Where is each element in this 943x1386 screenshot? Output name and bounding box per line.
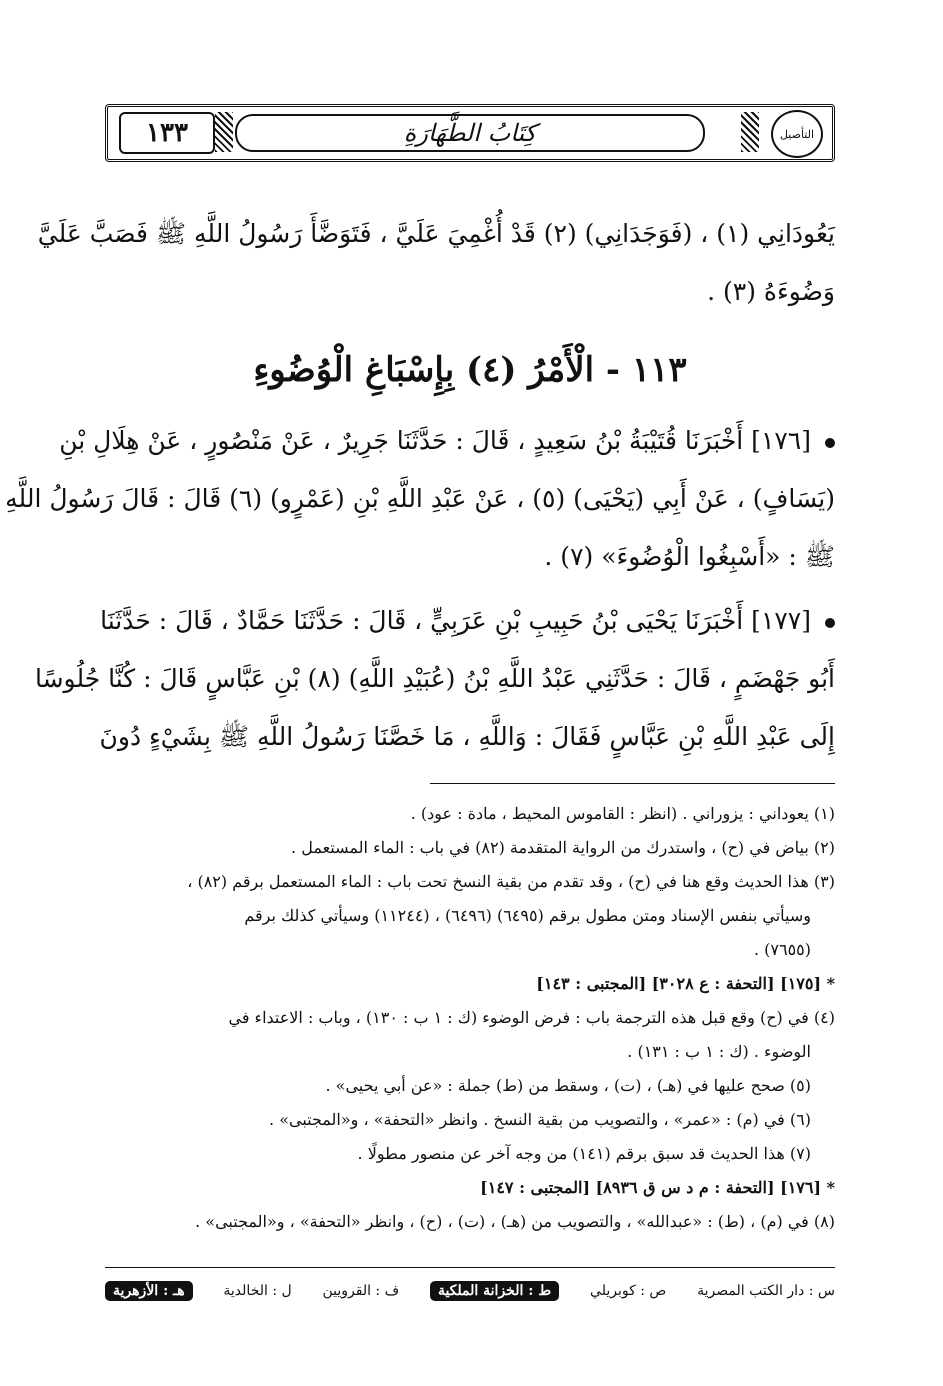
footnote-6: (٦) في (م) : «عمر» ، والتصويب من بقية النسخ . وانظر «التحفة» ، و«المجتبى» . xyxy=(269,1110,811,1129)
siglum-f: ف : القرويين xyxy=(322,1283,400,1299)
footnote-7: (٧) هذا الحديث قد سبق برقم (١٤١) من وجه آخر عن منصور مطولًا . xyxy=(357,1144,811,1163)
running-title: كِتَابُ الطَّهَارَةِ xyxy=(235,114,705,152)
footnote-2: (٢) بياض في (ح) ، واستدرك من الرواية المتقدمة (٨٢) في باب : الماء المستعمل . xyxy=(291,838,835,857)
hadith-line: [١٧٦] أَخْبَرَنَا قُتَيْبَةُ بْنُ سَعِيدٍ ، قَالَ : حَدَّثَنَا جَرِيرٌ ، عَنْ مَنْصُورٍ ، عَنْ هِلَالِ بْنِ xyxy=(59,426,811,455)
footnote-divider xyxy=(430,783,835,784)
text-line: وَضُوءَهُ (٣) . xyxy=(707,277,835,306)
text-line: (يَسَافٍ) ، عَنْ أَبِي (يَحْيَى) (٥) ، عَنْ عَبْدِ اللَّهِ بْنِ (عَمْرٍو) (٦) قَالَ : قَالَ رَسُولُ اللَّهِ xyxy=(5,484,835,513)
bullet-icon xyxy=(825,438,835,448)
ornament-right xyxy=(741,112,759,152)
footnote-4-cont: الوضوء . (ك : ١ ب : ١٣١) . xyxy=(627,1042,811,1061)
page-number: ١٣٣ xyxy=(119,112,215,154)
footnote-3-cont: (٧٦٥٥) . xyxy=(753,940,811,959)
footnote-3-cont: وسيأتي بنفس الإسناد ومتن مطول برقم (٦٤٩٥) (٦٤٩٦) ، (١١٢٤٤) وسيأتي كذلك برقم xyxy=(244,906,811,925)
siglum-l: ل : الخالدية xyxy=(223,1283,292,1299)
manuscript-sigla xyxy=(105,1276,835,1306)
reference-175: * [١٧٥] [التحفة : ع ٣٠٢٨] [المجتبى : ١٤٣] xyxy=(536,974,835,993)
siglum-sad: ص : كوبريلي xyxy=(590,1283,667,1299)
hadith-line: [١٧٧] أَخْبَرَنَا يَحْيَى بْنُ حَبِيبِ بْنِ عَرَبِيٍّ ، قَالَ : حَدَّثَنَا حَمَّادٌ ، قَالَ : حَدَّثَنَا xyxy=(100,606,811,635)
bullet-icon xyxy=(825,618,835,628)
publisher-logo: التأصيل xyxy=(771,110,823,158)
footnote-1: (١) يعوداني : يزوراني . (انظر : القاموس المحيط ، مادة : عود) . xyxy=(410,804,835,823)
text-line xyxy=(100,592,835,650)
hadith-177 xyxy=(34,592,835,766)
siglum-t: ط : الخزانة الملكية xyxy=(430,1281,559,1301)
hadith-176 xyxy=(5,412,835,586)
continuation-text xyxy=(37,205,835,321)
reference-176: * [١٧٦] [التحفة : م د س ق ٨٩٣٦] [المجتبى : ١٤٧] xyxy=(480,1178,835,1197)
text-line: أَبُو جَهْضَمٍ ، قَالَ : حَدَّثَنِي عَبْدُ اللَّهِ بْنُ (عُبَيْدِ اللَّهِ) (٨) بْنِ عَبَّاسٍ قَالَ : كُنَّا جُلُوسًا xyxy=(34,664,835,693)
text-line: ﷺ : «أَسْبِغُوا الْوُضُوءَ» (٧) . xyxy=(544,542,835,571)
footnote-3: (٣) هذا الحديث وقع هنا في (ح) ، وقد تقدم من بقية النسخ تحت باب : الماء المستعمل برقم (٨٢) ، xyxy=(187,872,835,891)
chapter-heading: ١١٣ - الْأَمْرُ (٤) بِإِسْبَاغِ الْوُضُوءِ xyxy=(253,350,687,390)
siglum-h: هـ : الأزهرية xyxy=(105,1281,193,1301)
footnote-4: (٤) في (ح) وقع قبل هذه الترجمة باب : فرض الوضوء (ك : ١ ب : ١٣٠) ، وباب : الاعتداء في xyxy=(228,1008,835,1027)
text-line xyxy=(59,412,835,470)
footer-divider xyxy=(105,1267,835,1268)
footnote-8: (٨) في (م) ، (ط) : «عبدالله» ، والتصويب من (هـ) ، (ت) ، (ح) ، وانظر «التحفة» ، و«المجتبى» . xyxy=(195,1212,835,1231)
ornament-left xyxy=(215,112,233,152)
footnotes xyxy=(105,797,835,1239)
page-header xyxy=(105,104,835,162)
siglum-s: س : دار الكتب المصرية xyxy=(697,1283,835,1299)
footnote-5: (٥) صحح عليها في (هـ) ، (ت) ، وسقط من (ط) جملة : «عن أبي يحيى» . xyxy=(325,1076,811,1095)
text-line: يَعُودَانِي (١) ، (فَوَجَدَانِي) (٢) قَدْ أُغْمِيَ عَلَيَّ ، فَتَوَضَّأَ رَسُولُ اللَّهِ ﷺ فَصَبَّ عَلَيَّ xyxy=(37,219,835,248)
text-line: إِلَى عَبْدِ اللَّهِ بْنِ عَبَّاسٍ فَقَالَ : وَاللَّهِ ، مَا خَصَّنَا رَسُولُ اللَّهِ ﷺ بِشَيْءٍ دُونَ xyxy=(99,722,835,751)
